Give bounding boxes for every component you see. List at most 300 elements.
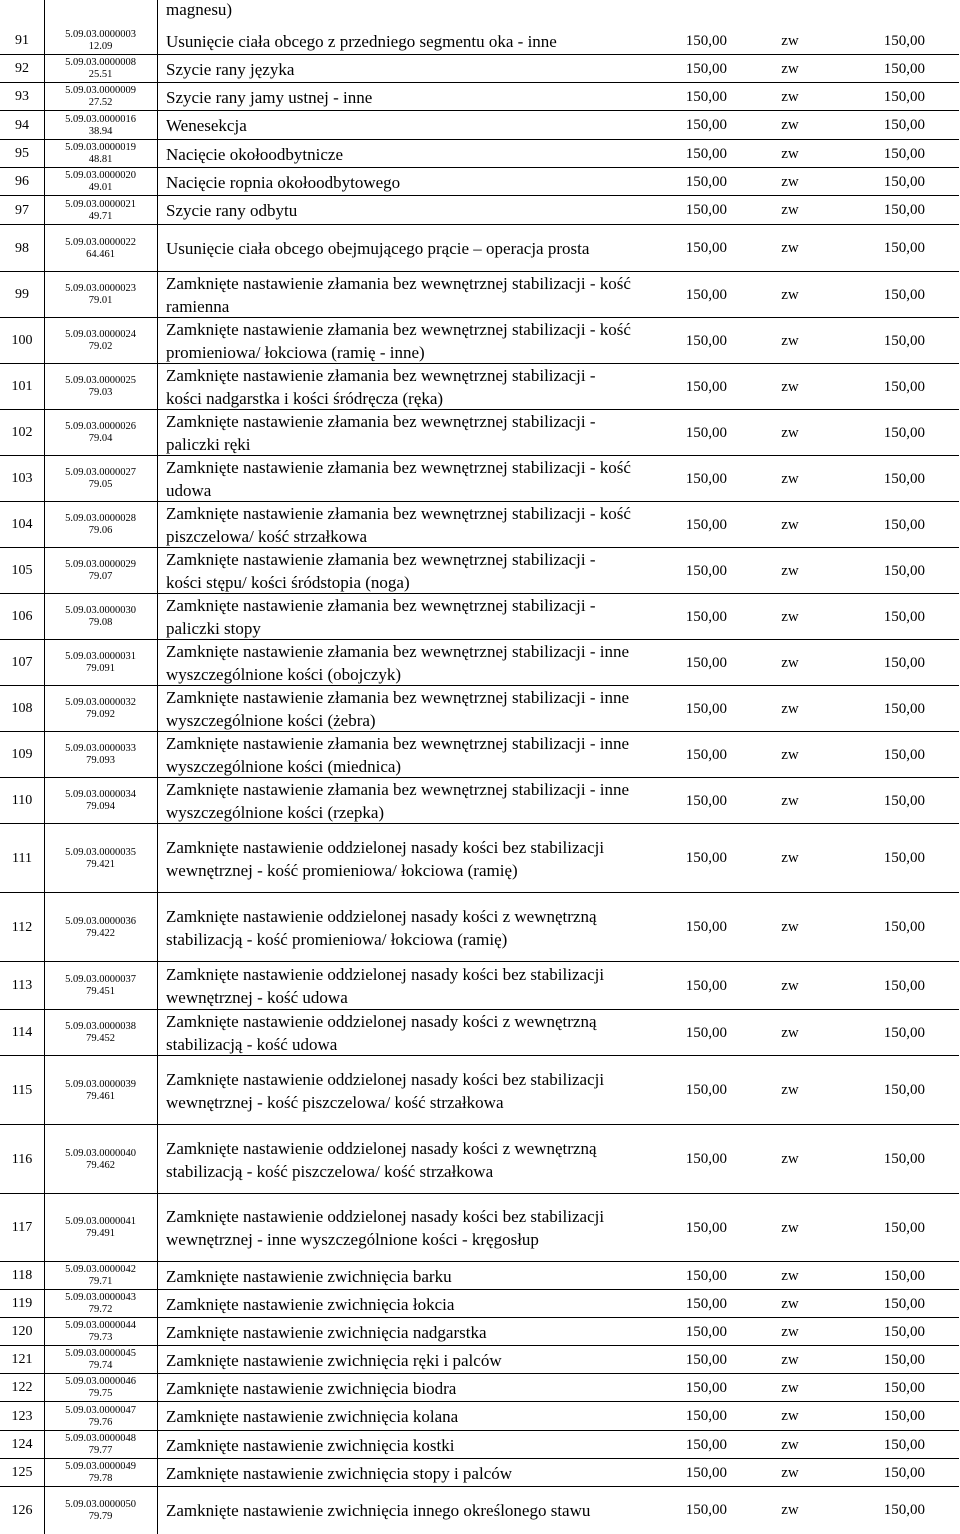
procedure-code <box>45 83 156 111</box>
procedure-name: Zamknięte nastawienie zwichnięcia kostki <box>166 1435 455 1455</box>
procedure-code-icd9: 79.77 <box>88 1445 113 1456</box>
net-price: 150,00 <box>685 1024 727 1041</box>
row-number: 103 <box>11 471 33 486</box>
row-divider <box>0 110 959 111</box>
row-number: 102 <box>11 425 33 440</box>
vat-rate: zw <box>781 240 799 256</box>
row-number: 107 <box>11 655 33 670</box>
net-price: 150,00 <box>685 608 727 625</box>
row-number: 116 <box>11 1151 33 1167</box>
row-divider <box>0 1193 959 1194</box>
procedure-code <box>45 893 156 962</box>
procedure-code-nfz: 5.09.03.0000019 <box>65 142 136 153</box>
procedure-code-nfz: 5.09.03.0000042 <box>65 1264 136 1275</box>
vat-rate: zw <box>781 1082 799 1098</box>
gross-price: 150,00 <box>883 117 925 133</box>
procedure-code-nfz: 5.09.03.0000030 <box>65 605 136 616</box>
vat-rate: zw <box>781 1436 799 1453</box>
vat-rate: zw <box>781 792 799 809</box>
row-number: 94 <box>15 117 29 133</box>
procedure-code-nfz: 5.09.03.0000029 <box>65 559 136 570</box>
row-divider <box>0 823 959 824</box>
procedure-code-nfz: 5.09.03.0000020 <box>65 170 136 181</box>
net-price: 150,00 <box>685 700 727 717</box>
procedure-name: Zamknięte nastawienie zwichnięcia barku <box>166 1266 452 1286</box>
row-divider <box>0 1317 959 1318</box>
procedure-code <box>45 410 156 456</box>
row-divider <box>0 1055 959 1056</box>
net-price: 150,00 <box>685 746 727 763</box>
procedure-code-icd9: 79.422 <box>86 927 115 939</box>
procedure-code-icd9: 79.05 <box>88 479 113 490</box>
procedure-code <box>45 168 156 196</box>
procedure-name: Zamknięte nastawienie zwichnięcia ręki i palców <box>166 1350 502 1370</box>
row-divider <box>0 195 959 196</box>
procedure-name: Usunięcie ciała obcego obejmującego prącie – operacja prosta <box>166 239 590 258</box>
row-divider <box>0 961 959 962</box>
gross-price: 150,00 <box>883 1464 925 1481</box>
row-number: 97 <box>15 202 29 218</box>
gross-price: 150,00 <box>883 424 925 441</box>
procedure-name: Zamknięte nastawienie złamania bez wewnętrznej stabilizacji - inne wyszczególnione kości (miednica) <box>166 734 630 776</box>
procedure-code <box>45 1318 156 1346</box>
gross-price: 150,00 <box>883 1502 925 1518</box>
procedure-code-nfz: 5.09.03.0000045 <box>65 1348 136 1359</box>
procedure-code <box>45 1346 156 1374</box>
procedure-name: Nacięcie okołoodbytnicze <box>166 144 344 164</box>
vat-rate: zw <box>781 32 799 49</box>
procedure-code-icd9: 79.79 <box>88 1510 113 1522</box>
procedure-code-nfz: 5.09.03.0000009 <box>65 85 136 96</box>
procedure-name: Zamknięte nastawienie zwichnięcia biodra <box>166 1378 457 1398</box>
row-number: 106 <box>11 609 33 624</box>
procedure-code-nfz: 5.09.03.0000049 <box>65 1461 136 1472</box>
gross-price: 150,00 <box>883 1351 925 1368</box>
gross-price: 150,00 <box>883 1323 925 1340</box>
procedure-code-icd9: 79.07 <box>88 571 113 582</box>
net-price: 150,00 <box>685 1436 727 1453</box>
row-divider <box>0 82 959 83</box>
procedure-name: Zamknięte nastawienie złamania bez wewnętrznej stabilizacji - kość udowa <box>166 458 631 500</box>
row-divider <box>0 224 959 225</box>
net-price: 150,00 <box>685 173 727 190</box>
gross-price: 150,00 <box>883 746 925 763</box>
row-number: 123 <box>11 1408 33 1424</box>
procedure-code-nfz: 5.09.03.0000003 <box>65 29 136 40</box>
procedure-name: Szycie rany jamy ustnej - inne <box>166 87 373 107</box>
procedure-code-icd9: 79.091 <box>86 663 115 674</box>
row-number: 100 <box>11 333 33 348</box>
vat-rate: zw <box>781 562 799 579</box>
vat-rate: zw <box>781 88 799 105</box>
vat-rate: zw <box>781 654 799 671</box>
gross-price: 150,00 <box>883 1379 925 1396</box>
row-number: 121 <box>11 1352 33 1367</box>
row-divider <box>0 317 959 318</box>
procedure-code-icd9: 79.461 <box>86 1090 115 1102</box>
procedure-name: Wenesekcja <box>166 116 247 135</box>
procedure-code-nfz: 5.09.03.0000022 <box>65 236 136 248</box>
row-number: 122 <box>11 1380 33 1395</box>
row-number: 104 <box>11 517 33 532</box>
procedure-code <box>45 55 156 83</box>
row-divider <box>0 731 959 732</box>
row-divider <box>0 1401 959 1402</box>
procedure-code-icd9: 27.52 <box>88 97 113 108</box>
procedure-code-icd9: 79.462 <box>86 1159 115 1171</box>
procedure-name: Zamknięte nastawienie oddzielonej nasady kości z wewnętrzną stabilizacją - kość udowa <box>166 1012 597 1054</box>
procedure-code <box>45 824 156 893</box>
procedure-code <box>45 502 156 548</box>
gross-price: 150,00 <box>883 1082 925 1098</box>
row-divider <box>0 685 959 686</box>
gross-price: 150,00 <box>883 700 925 717</box>
gross-price: 150,00 <box>883 378 925 395</box>
net-price: 150,00 <box>685 424 727 441</box>
procedure-name: Zamknięte nastawienie złamania bez wewnętrznej stabilizacji - inne wyszczególnione kości (obojczyk) <box>166 642 630 684</box>
procedure-code <box>45 686 156 732</box>
procedure-code-nfz: 5.09.03.0000038 <box>65 1021 136 1032</box>
procedure-code-nfz: 5.09.03.0000037 <box>65 974 136 985</box>
gross-price: 150,00 <box>883 1219 925 1236</box>
procedure-code-nfz: 5.09.03.0000008 <box>65 57 136 68</box>
procedure-code <box>45 140 156 168</box>
column-divider <box>157 0 158 1534</box>
net-price: 150,00 <box>685 977 727 994</box>
gross-price: 150,00 <box>883 202 925 218</box>
procedure-code <box>45 1290 156 1318</box>
procedure-code-icd9: 38.94 <box>88 125 113 137</box>
net-price: 150,00 <box>685 562 727 579</box>
procedure-code-nfz: 5.09.03.0000046 <box>65 1376 136 1387</box>
procedure-code <box>45 640 156 686</box>
procedure-code <box>45 1487 156 1534</box>
net-price: 150,00 <box>685 240 727 256</box>
row-divider <box>0 1009 959 1010</box>
net-price: 150,00 <box>685 1295 727 1312</box>
row-divider <box>0 777 959 778</box>
procedure-name: Zamknięte nastawienie oddzielonej nasady kości z wewnętrzną stabilizacją - kość promieniowa/ łokciowa (ramię) <box>166 906 597 949</box>
row-number: 110 <box>11 793 33 808</box>
procedure-name: Zamknięte nastawienie złamania bez wewnętrznej stabilizacji - inne wyszczególnione kości (rzepka) <box>166 780 630 822</box>
procedure-code-nfz: 5.09.03.0000025 <box>65 375 136 386</box>
procedure-code-icd9: 79.02 <box>88 341 113 352</box>
procedure-code-icd9: 79.75 <box>88 1388 113 1399</box>
procedure-code <box>45 27 156 55</box>
row-divider <box>0 167 959 168</box>
row-divider <box>0 593 959 594</box>
procedure-code-icd9: 79.03 <box>88 387 113 398</box>
row-divider <box>0 271 959 272</box>
procedure-code <box>45 225 156 272</box>
procedure-code <box>45 778 156 824</box>
net-price: 150,00 <box>685 654 727 671</box>
gross-price: 150,00 <box>883 173 925 190</box>
procedure-code-nfz: 5.09.03.0000026 <box>65 421 136 432</box>
procedure-code-icd9: 79.491 <box>86 1228 115 1239</box>
vat-rate: zw <box>781 378 799 395</box>
procedure-name: Szycie rany odbytu <box>166 201 298 220</box>
procedure-code-icd9: 49.71 <box>88 210 113 222</box>
procedure-code-icd9: 79.76 <box>88 1416 113 1428</box>
procedure-code-nfz: 5.09.03.0000033 <box>65 743 136 754</box>
vat-rate: zw <box>781 286 799 303</box>
row-number: 105 <box>11 563 33 578</box>
row-divider <box>0 139 959 140</box>
procedure-code <box>45 732 156 778</box>
net-price: 150,00 <box>685 792 727 809</box>
procedure-code-nfz: 5.09.03.0000048 <box>65 1433 136 1444</box>
procedure-code-nfz: 5.09.03.0000039 <box>65 1078 136 1090</box>
gross-price: 150,00 <box>883 516 925 533</box>
row-divider <box>0 639 959 640</box>
vat-rate: zw <box>781 202 799 218</box>
procedure-name: Zamknięte nastawienie zwichnięcia nadgarstka <box>166 1322 487 1342</box>
procedure-code-icd9: 79.04 <box>88 433 113 444</box>
procedure-code-icd9: 79.452 <box>86 1033 115 1044</box>
procedure-code-icd9: 12.09 <box>88 41 113 52</box>
procedure-name: Zamknięte nastawienie oddzielonej nasady kości bez stabilizacji wewnętrznej - inne wyszczególnione kości - kręgosłup <box>166 1207 605 1249</box>
procedure-code <box>45 548 156 594</box>
row-number: 117 <box>11 1220 33 1235</box>
row-number: 113 <box>11 978 33 993</box>
gross-price: 150,00 <box>883 1267 925 1284</box>
row-divider <box>0 501 959 502</box>
vat-rate: zw <box>781 145 799 162</box>
procedure-code-nfz: 5.09.03.0000036 <box>65 915 136 927</box>
procedure-code-nfz: 5.09.03.0000016 <box>65 113 136 125</box>
procedure-code-icd9: 79.72 <box>88 1304 113 1315</box>
gross-price: 150,00 <box>883 562 925 579</box>
procedure-code <box>45 1374 156 1402</box>
procedure-name: Zamknięte nastawienie złamania bez wewnętrznej stabilizacji - kości stępu/ kości śródstopia (noga) <box>166 550 596 592</box>
row-divider <box>0 1289 959 1290</box>
procedure-code-icd9: 79.74 <box>88 1360 113 1371</box>
vat-rate: zw <box>781 1502 799 1518</box>
row-number: 101 <box>11 379 33 394</box>
row-number: 114 <box>11 1025 33 1040</box>
vat-rate: zw <box>781 1379 799 1396</box>
procedure-code-icd9: 79.451 <box>86 986 115 997</box>
continuation-text: magnesu) <box>166 0 233 19</box>
row-number: 91 <box>15 33 29 48</box>
procedure-code-nfz: 5.09.03.0000047 <box>65 1404 136 1416</box>
row-number: 95 <box>15 146 29 161</box>
row-divider <box>0 1486 959 1487</box>
row-divider <box>0 54 959 55</box>
procedure-code <box>45 1056 156 1125</box>
procedure-name: Nacięcie ropnia okołoodbytowego <box>166 172 401 192</box>
procedure-code-nfz: 5.09.03.0000032 <box>65 697 136 708</box>
row-divider <box>0 363 959 364</box>
vat-rate: zw <box>781 850 799 866</box>
vat-rate: zw <box>781 1464 799 1481</box>
net-price: 150,00 <box>685 32 727 49</box>
procedure-code-nfz: 5.09.03.0000050 <box>65 1498 136 1510</box>
row-divider <box>0 455 959 456</box>
net-price: 150,00 <box>685 1502 727 1518</box>
vat-rate: zw <box>781 117 799 133</box>
gross-price: 150,00 <box>883 1295 925 1312</box>
row-divider <box>0 409 959 410</box>
procedure-name: Zamknięte nastawienie złamania bez wewnętrznej stabilizacji - paliczki ręki <box>166 412 596 454</box>
net-price: 150,00 <box>685 1379 727 1396</box>
row-divider <box>0 1373 959 1374</box>
net-price: 150,00 <box>685 145 727 162</box>
row-number: 99 <box>15 287 29 302</box>
gross-price: 150,00 <box>883 977 925 994</box>
procedure-code-nfz: 5.09.03.0000027 <box>65 467 136 478</box>
column-divider <box>44 0 45 1534</box>
gross-price: 150,00 <box>883 1024 925 1041</box>
procedure-code-nfz: 5.09.03.0000043 <box>65 1292 136 1303</box>
procedure-code-icd9: 79.094 <box>86 801 115 812</box>
procedure-code <box>45 111 156 140</box>
row-number: 96 <box>15 174 29 189</box>
net-price: 150,00 <box>685 1151 727 1167</box>
vat-rate: zw <box>781 1219 799 1236</box>
net-price: 150,00 <box>685 516 727 533</box>
gross-price: 150,00 <box>883 286 925 303</box>
procedure-code-icd9: 79.73 <box>88 1332 113 1343</box>
gross-price: 150,00 <box>883 654 925 671</box>
gross-price: 150,00 <box>883 1436 925 1453</box>
procedure-name: Zamknięte nastawienie złamania bez wewnętrznej stabilizacji - kość ramienna <box>166 274 631 316</box>
row-divider <box>0 1430 959 1431</box>
gross-price: 150,00 <box>883 88 925 105</box>
procedure-code-icd9: 79.092 <box>86 709 115 720</box>
procedure-code-nfz: 5.09.03.0000028 <box>65 513 136 524</box>
procedure-code-nfz: 5.09.03.0000041 <box>65 1216 136 1227</box>
procedure-code-icd9: 79.78 <box>88 1473 113 1484</box>
gross-price: 150,00 <box>883 60 925 77</box>
gross-price: 150,00 <box>883 32 925 49</box>
vat-rate: zw <box>781 1267 799 1284</box>
procedure-code-icd9: 79.421 <box>86 858 115 870</box>
net-price: 150,00 <box>685 286 727 303</box>
procedure-name: Zamknięte nastawienie oddzielonej nasady kości bez stabilizacji wewnętrznej - kość piszczelowa/ kość strzałkowa <box>166 1069 605 1112</box>
row-number: 111 <box>12 850 32 866</box>
procedure-code-nfz: 5.09.03.0000021 <box>65 198 136 210</box>
procedure-code <box>45 318 156 364</box>
procedure-name: Zamknięte nastawienie oddzielonej nasady kości bez stabilizacji wewnętrznej - kość udowa <box>166 965 605 1007</box>
vat-rate: zw <box>781 919 799 935</box>
vat-rate: zw <box>781 1151 799 1167</box>
procedure-code-nfz: 5.09.03.0000044 <box>65 1320 136 1331</box>
procedure-code <box>45 1431 156 1459</box>
procedure-code-nfz: 5.09.03.0000023 <box>65 283 136 294</box>
vat-rate: zw <box>781 608 799 625</box>
procedure-code-icd9: 49.01 <box>88 182 113 193</box>
procedure-code-icd9: 79.01 <box>88 295 113 306</box>
procedure-code-nfz: 5.09.03.0000040 <box>65 1147 136 1159</box>
gross-price: 150,00 <box>883 240 925 256</box>
net-price: 150,00 <box>685 1323 727 1340</box>
procedure-code <box>45 594 156 640</box>
procedure-code <box>45 364 156 410</box>
procedure-code-icd9: 79.08 <box>88 617 113 628</box>
row-number: 98 <box>15 240 29 256</box>
procedure-code <box>45 1402 156 1431</box>
procedure-code <box>45 1010 156 1056</box>
procedure-name: Zamknięte nastawienie zwichnięcia innego określonego stawu <box>166 1501 591 1520</box>
vat-rate: zw <box>781 1024 799 1041</box>
net-price: 150,00 <box>685 332 727 349</box>
procedure-code-icd9: 79.06 <box>88 525 113 536</box>
vat-rate: zw <box>781 1351 799 1368</box>
vat-rate: zw <box>781 470 799 487</box>
row-divider <box>0 892 959 893</box>
procedure-name: Zamknięte nastawienie złamania bez wewnętrznej stabilizacji - kość piszczelowa/ kość strzałkowa <box>166 504 631 546</box>
gross-price: 150,00 <box>883 1408 925 1424</box>
row-number: 124 <box>11 1437 33 1452</box>
net-price: 150,00 <box>685 1351 727 1368</box>
row-divider <box>0 1124 959 1125</box>
row-number: 120 <box>11 1324 33 1339</box>
row-number: 119 <box>11 1296 33 1311</box>
net-price: 150,00 <box>685 1219 727 1236</box>
procedure-code-nfz: 5.09.03.0000024 <box>65 329 136 340</box>
procedure-name: Zamknięte nastawienie zwichnięcia kolana <box>166 1407 459 1426</box>
procedure-code-nfz: 5.09.03.0000031 <box>65 651 136 662</box>
gross-price: 150,00 <box>883 608 925 625</box>
row-number: 108 <box>11 701 33 716</box>
procedure-code-icd9: 25.51 <box>88 69 113 80</box>
row-number: 93 <box>15 89 29 104</box>
net-price: 150,00 <box>685 850 727 866</box>
procedure-code <box>45 1194 156 1262</box>
procedure-name: Szycie rany języka <box>166 59 295 79</box>
row-number: 125 <box>11 1465 33 1480</box>
vat-rate: zw <box>781 1323 799 1340</box>
vat-rate: zw <box>781 173 799 190</box>
net-price: 150,00 <box>685 378 727 395</box>
procedure-code <box>45 962 156 1010</box>
vat-rate: zw <box>781 516 799 533</box>
net-price: 150,00 <box>685 1082 727 1098</box>
vat-rate: zw <box>781 977 799 994</box>
row-number: 126 <box>11 1502 33 1518</box>
net-price: 150,00 <box>685 919 727 935</box>
vat-rate: zw <box>781 700 799 717</box>
procedure-name: Zamknięte nastawienie złamania bez wewnętrznej stabilizacji - inne wyszczególnione kości (żebra) <box>166 688 630 730</box>
net-price: 150,00 <box>685 1464 727 1481</box>
procedure-code <box>45 1262 156 1290</box>
procedure-code <box>45 456 156 502</box>
net-price: 150,00 <box>685 1267 727 1284</box>
net-price: 150,00 <box>685 88 727 105</box>
gross-price: 150,00 <box>883 145 925 162</box>
procedure-name: Zamknięte nastawienie złamania bez wewnętrznej stabilizacji - kości nadgarstka i kości śródręcza (ręka) <box>166 366 596 408</box>
gross-price: 150,00 <box>883 850 925 866</box>
procedure-code-nfz: 5.09.03.0000034 <box>65 789 136 800</box>
procedure-code-icd9: 79.093 <box>86 755 115 766</box>
row-number: 92 <box>15 61 29 76</box>
net-price: 150,00 <box>685 202 727 218</box>
procedure-code <box>45 272 156 318</box>
row-number: 109 <box>11 747 33 762</box>
vat-rate: zw <box>781 424 799 441</box>
row-number: 112 <box>11 919 33 935</box>
net-price: 150,00 <box>685 470 727 487</box>
gross-price: 150,00 <box>883 1151 925 1167</box>
vat-rate: zw <box>781 1295 799 1312</box>
procedure-name: Zamknięte nastawienie oddzielonej nasady kości z wewnętrzną stabilizacją - kość piszczelowa/ kość strzałkowa <box>166 1138 597 1181</box>
gross-price: 150,00 <box>883 919 925 935</box>
row-number: 118 <box>11 1268 33 1283</box>
procedure-code <box>45 196 156 225</box>
procedure-code-icd9: 79.71 <box>88 1276 113 1287</box>
